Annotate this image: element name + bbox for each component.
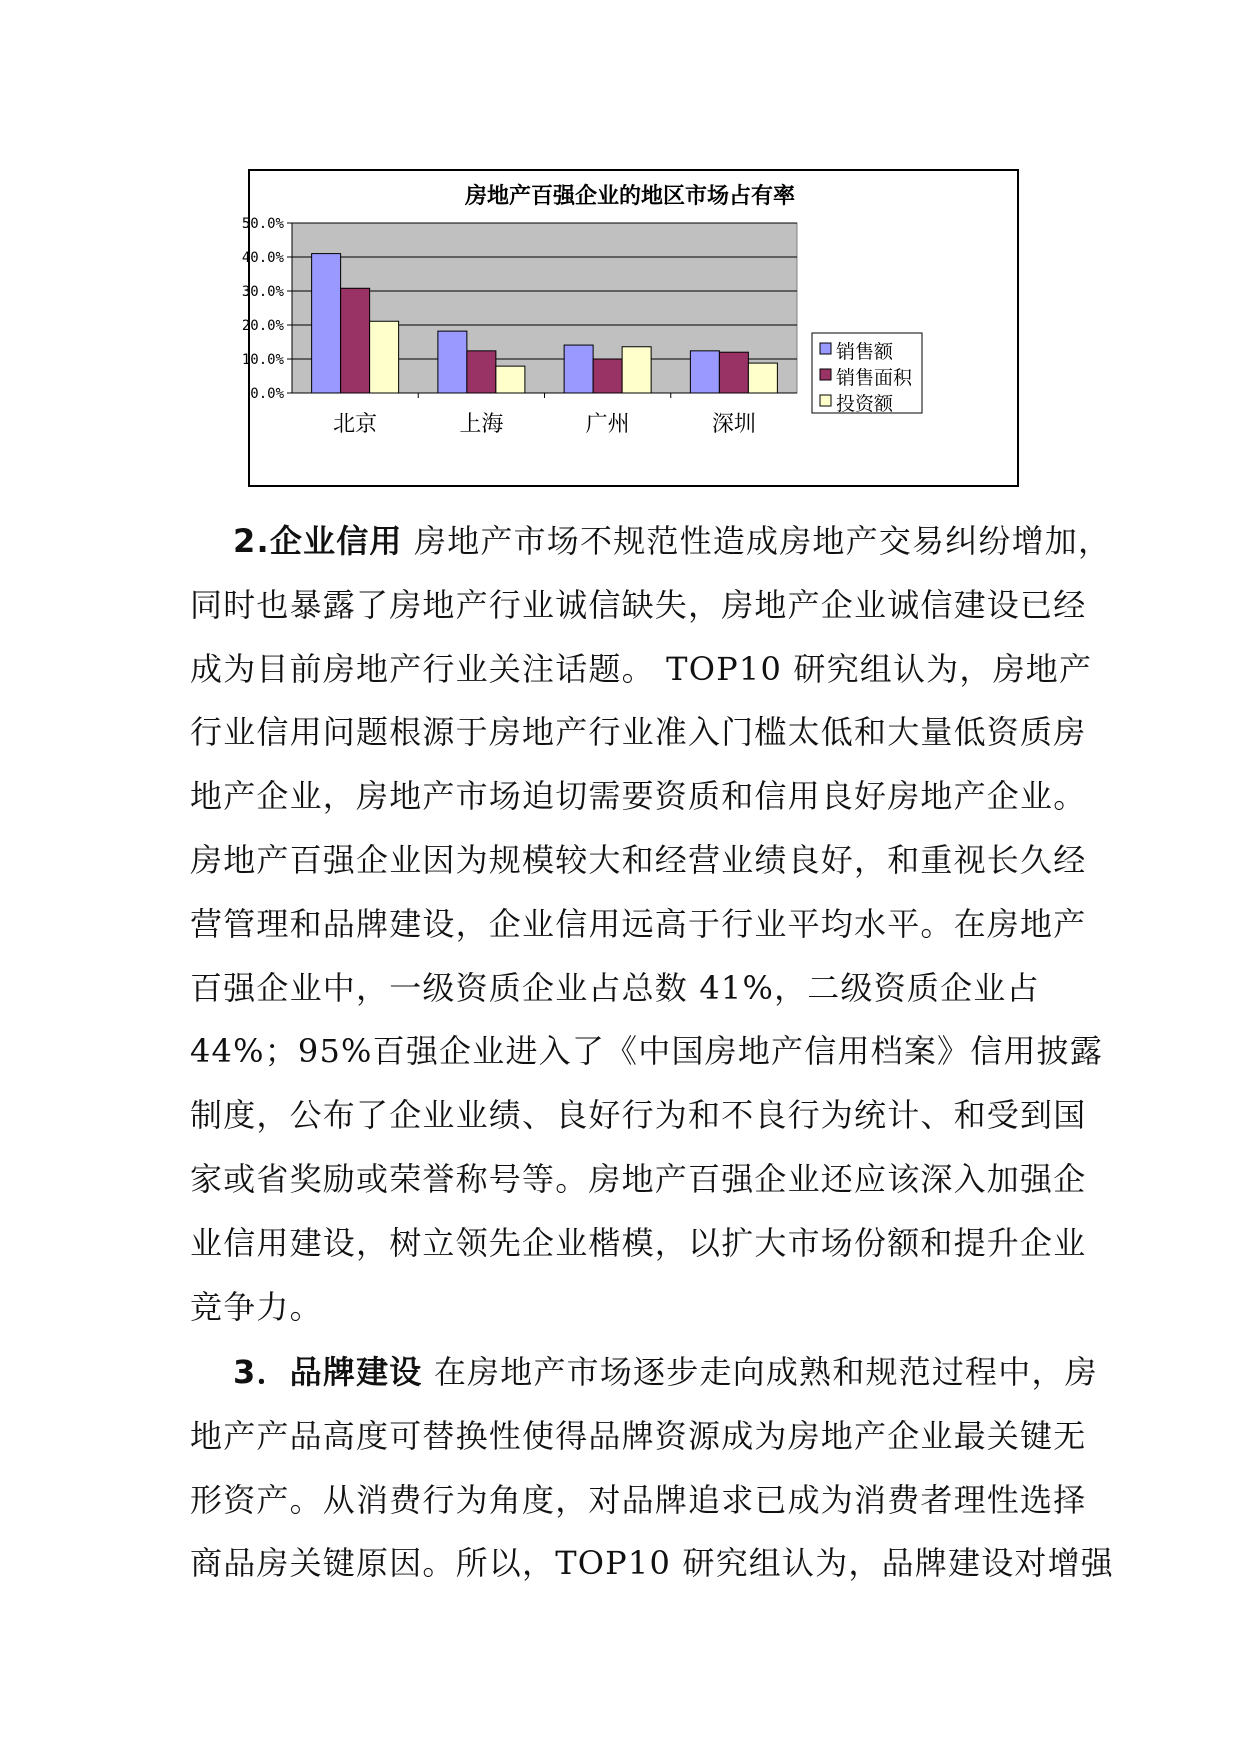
category-label: 深圳 bbox=[711, 412, 756, 437]
paragraph-line: 地产产品高度可替换性使得品牌资源成为房地产企业最关键无 bbox=[190, 1416, 1087, 1455]
category-label: 广州 bbox=[585, 412, 630, 437]
section-brand bbox=[190, 1341, 1115, 1596]
y-tick-label: 40.0% bbox=[241, 250, 284, 266]
bar bbox=[748, 363, 777, 393]
paragraph-line: 家或省奖励或荣誉称号等。房地产百强企业还应该深入加强企 bbox=[190, 1159, 1087, 1198]
bar bbox=[438, 331, 467, 393]
paragraph-line: 商品房关键原因。所以，TOP10 研究组认为，品牌建设对增强 bbox=[190, 1544, 1115, 1583]
y-tick-label: 30.0% bbox=[241, 284, 284, 300]
y-tick-label: 10.0% bbox=[241, 352, 284, 368]
paragraph-line: 地产企业，房地产市场迫切需要资质和信用良好房地产企业。 bbox=[190, 777, 1087, 816]
bar bbox=[341, 288, 370, 393]
legend-label: 投资额 bbox=[836, 393, 894, 415]
chart-frame bbox=[241, 169, 1019, 487]
paragraph-line: 形资产。从消费行为角度，对品牌追求已成为消费者理性选择 bbox=[190, 1480, 1087, 1519]
bar bbox=[312, 254, 341, 393]
paragraph-line: 营管理和品牌建设，企业信用远高于行业平均水平。在房地产 bbox=[190, 904, 1087, 943]
paragraph-line: 业信用建设，树立领先企业楷模，以扩大市场份额和提升企业 bbox=[190, 1223, 1087, 1262]
bar bbox=[622, 347, 651, 393]
section-paragraph bbox=[190, 510, 1112, 1339]
paragraph-line: 同时也暴露了房地产行业诚信缺失，房地产企业诚信建设已经 bbox=[190, 585, 1087, 624]
paragraph-line: 行业信用问题根源于房地产行业准入门槛太低和大量低资质房 bbox=[190, 713, 1087, 752]
paragraph-line: 制度，公布了企业业绩、良好行为和不良行为统计、和受到国 bbox=[190, 1096, 1087, 1135]
chart-title: 房地产百强企业的地区市场占有率 bbox=[464, 184, 796, 209]
bar bbox=[496, 366, 525, 393]
legend-label: 销售面积 bbox=[836, 367, 913, 389]
paragraph-line: 44%；95%百强企业进入了《中国房地产信用档案》信用披露 bbox=[190, 1032, 1104, 1071]
bar bbox=[719, 352, 748, 393]
paragraph-line: 百强企业中，一级资质企业占总数 41%，二级资质企业占 bbox=[190, 968, 1040, 1007]
paragraph-line: 在房地产市场逐步走向成熟和规范过程中，房 bbox=[433, 1353, 1098, 1391]
bar bbox=[467, 351, 496, 393]
bar bbox=[564, 345, 593, 393]
bar-chart bbox=[241, 171, 1017, 485]
bar bbox=[593, 359, 622, 393]
legend-swatch bbox=[820, 343, 831, 354]
legend-swatch bbox=[820, 369, 831, 380]
paragraph-line: 房地产百强企业因为规模较大和经营业绩良好，和重视长久经 bbox=[190, 840, 1087, 879]
y-tick-label: 20.0% bbox=[241, 318, 284, 334]
category-label: 北京 bbox=[333, 412, 378, 437]
section-credit bbox=[190, 510, 1112, 1339]
section-heading: 2.企业信用 bbox=[233, 522, 403, 560]
paragraph-line: 房地产市场不规范性造成房地产交易纠纷增加， bbox=[414, 522, 1112, 560]
paragraph-line: 成为目前房地产行业关注话题。 TOP10 研究组认为，房地产 bbox=[190, 649, 1093, 688]
bar bbox=[690, 351, 719, 393]
legend-swatch bbox=[820, 395, 831, 406]
paragraph-line: 竞争力。 bbox=[190, 1287, 323, 1326]
section-paragraph bbox=[190, 1341, 1115, 1596]
legend-label: 销售额 bbox=[836, 341, 894, 363]
y-tick-label: 0.0% bbox=[250, 386, 284, 402]
category-label: 上海 bbox=[459, 412, 504, 437]
section-heading: 3．品牌建设 bbox=[233, 1353, 423, 1391]
bar bbox=[370, 321, 399, 393]
y-tick-label: 50.0% bbox=[241, 216, 284, 232]
